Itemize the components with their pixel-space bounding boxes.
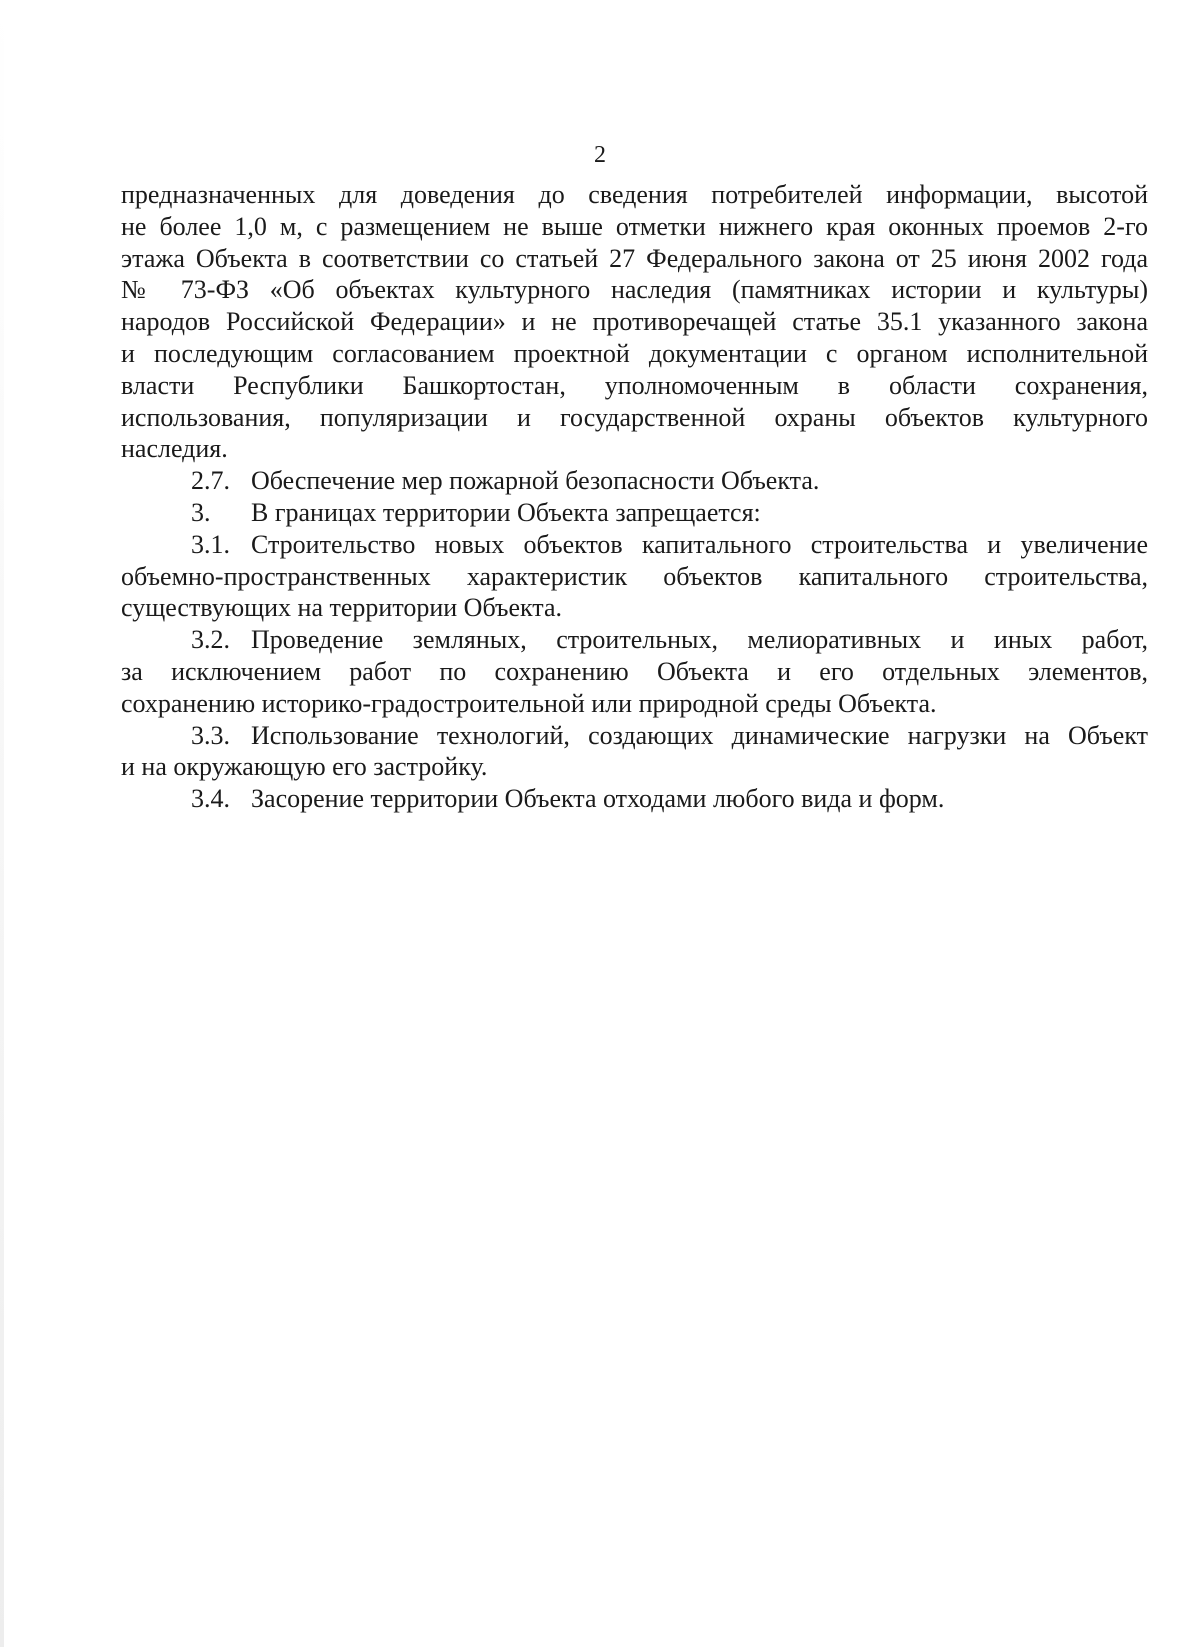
paragraph-line: народов Российской Федерации» и не противоречащей статье 35.1 указанного закона (121, 307, 1148, 337)
clause-text: Засорение территории Объекта отходами любого вида и форм. (251, 784, 945, 814)
paragraph-line: за исключением работ по сохранению Объекта и его отдельных элементов, (121, 656, 1148, 686)
clause-number: 3.2. (191, 625, 230, 655)
clause-text: В границах территории Объекта запрещается: (251, 497, 761, 527)
scan-edge-shadow (0, 0, 4, 1647)
clause-number: 3.4. (191, 784, 230, 814)
clause-text: Обеспечение мер пожарной безопасности Объекта. (251, 466, 820, 496)
paragraph-line: и последующим согласованием проектной документации с органом исполнительной (121, 338, 1148, 368)
paragraph-line: предназначенных для доведения до сведения потребителей информации, высотой (121, 180, 1148, 209)
clause-number: 3.1. (191, 529, 230, 559)
clause-3-4 (121, 783, 1148, 815)
clause-2-7 (121, 465, 1148, 497)
clause-3-2 (121, 624, 1148, 656)
paragraph-line: власти Республики Башкортостан, уполномоченным в области сохранения, (121, 370, 1148, 400)
paragraph-line: наследия. (121, 434, 228, 464)
paragraph-line: использования, популяризации и государственной охраны объектов культурного (121, 402, 1148, 432)
page-number: 2 (594, 142, 606, 168)
paragraph-line: этажа Объекта в соответствии со статьей 27 Федерального закона от 25 июня 2002 года (121, 243, 1148, 273)
clause-3 (121, 497, 1148, 529)
paragraph-line: № 73-ФЗ «Об объектах культурного наследия (памятниках истории и культуры) (121, 275, 1148, 305)
clause-number: 3. (191, 497, 211, 527)
clause-text: Проведение земляных, строительных, мелиоративных и иных работ, (251, 625, 1148, 655)
paragraph-line: объемно-пространственных характеристик объектов капитального строительства, (121, 561, 1148, 591)
paragraph-line: и на окружающую его застройку. (121, 752, 488, 782)
clause-number: 3.3. (191, 720, 230, 750)
paragraph-line: не более 1,0 м, с размещением не выше отметки нижнего края оконных проемов 2-го (121, 211, 1148, 241)
clause-3-1 (121, 529, 1148, 561)
clause-text: Использование технологий, создающих динамические нагрузки на Объект (251, 720, 1148, 750)
clause-text: Строительство новых объектов капитального строительства и увеличение (251, 529, 1148, 559)
clause-3-3 (121, 720, 1148, 752)
clause-number: 2.7. (191, 466, 230, 496)
document-body (121, 179, 1148, 815)
paragraph-line: сохранению историко-градостроительной или природной среды Объекта. (121, 688, 937, 718)
paragraph-line: существующих на территории Объекта. (121, 593, 563, 623)
